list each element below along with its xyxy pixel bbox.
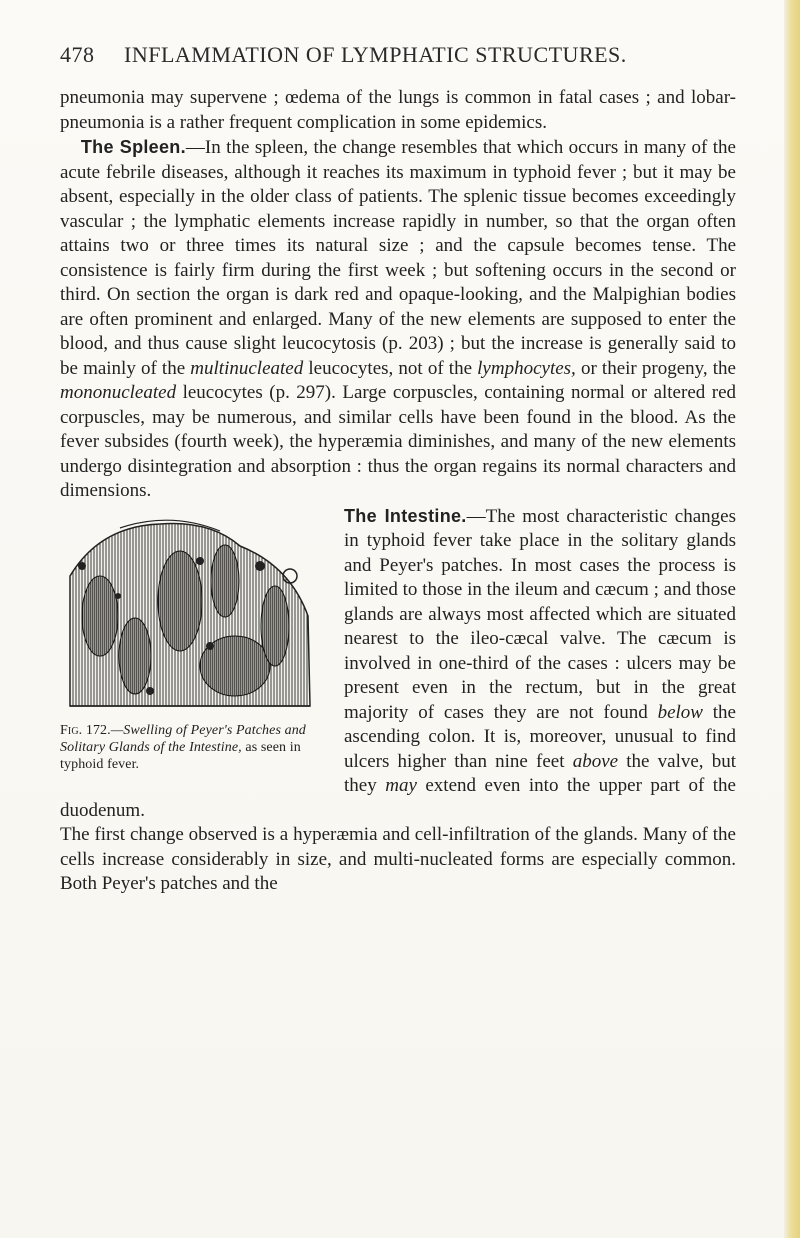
- spleen-text-d: leucocytes (p. 297). Large corpuscles, containing normal or altered red corpuscles, may be numerous, and similar cells have been found in the blood. As the fever subsides (fourth week), the hyperæmia diminishes, and many of the new elements undergo disintegration and absorption : thus the organ regains its normal characters and dimensions.: [60, 382, 736, 501]
- intestine-em-1: below: [657, 701, 703, 723]
- spleen-em-2: lymphocytes,: [477, 357, 576, 379]
- figure-label: Fig. 172.: [60, 722, 111, 738]
- intestine-text-b: the ascending colon. It is, moreover, unusual to find ulcers higher than nine feet: [344, 701, 736, 772]
- running-header: [60, 42, 736, 74]
- spleen-text-b: leucocytes, not of the: [303, 357, 478, 379]
- intestine-text-d: extend even into the upper part of the duodenum.: [60, 775, 736, 821]
- intestine-text-c: the valve, but they: [344, 750, 736, 796]
- intestine-em-2: above: [572, 750, 619, 772]
- running-title: INFLAMMATION OF LYMPHATIC STRUCTURES.: [124, 42, 627, 67]
- peyers-patches-illustration: [60, 506, 320, 716]
- figure-172: [60, 506, 330, 773]
- spleen-em-1: multinucleated: [190, 357, 304, 379]
- spleen-em-3: mononucleated: [60, 382, 177, 403]
- body-text: [60, 86, 736, 897]
- figure-caption-italic: —Swelling of Peyer's Patches and Solitary Glands of the Intestine,: [60, 722, 306, 755]
- section-heading-intestine: The Intestine.: [344, 505, 467, 526]
- paragraph-spleen: [60, 135, 736, 504]
- page-number: 478: [60, 42, 95, 67]
- figure-caption-rest: as seen in typhoid fever.: [60, 739, 301, 772]
- figure-caption: [60, 722, 330, 773]
- intestine-text-a: —The most characteristic changes in typhoid fever take place in the solitary glands and Peyer's patches. In most cases the process is limited to those in the ileum and cæcum ; and those glands are always most affected which are situated nearest to the ileo-cæcal valve. The cæcum is involved in one-third of the cases : ulcers may be present even in the rectum, but in the great majority of cases they are not found: [344, 505, 737, 723]
- section-heading-spleen: The Spleen.: [80, 137, 186, 157]
- page-edge: [784, 0, 800, 1238]
- spleen-text-c: or their progeny, the: [575, 357, 736, 379]
- paragraph-pneumonia: pneumonia may supervene ; œdema of the lungs is common in fatal cases ; and lobar-pneumonia is a rather frequent complication in some epidemics.: [60, 87, 736, 133]
- spleen-text-a: —In the spleen, the change resembles that which occurs in many of the acute febrile diseases, although it reaches its maximum in typhoid fever ; but it may be absent, especially in the older class of patients. The splenic tissue becomes exceedingly vascular ; the lymphatic elements increase rapidly in number, so that the organ often attains two or three times its natural size ; and the capsule becomes tense. The consistence is fairly firm during the first week ; but softening occurs in the second or third. On section the organ is dark red and opaque-looking, and the Malpighian bodies are often prominent and enlarged. Many of the new elements are supposed to enter the blood, and thus cause slight leucocytosis (p. 203) ; but the increase is generally said to be mainly of the: [60, 137, 736, 379]
- paragraph-first-change: The first change observed is a hyperæmia and cell-infiltration of the glands. Many of the cells increase considerably in size, and multi-nucleated forms are especially common. Both Peyer's patches and the: [60, 824, 736, 894]
- intestine-em-3: may: [385, 775, 417, 796]
